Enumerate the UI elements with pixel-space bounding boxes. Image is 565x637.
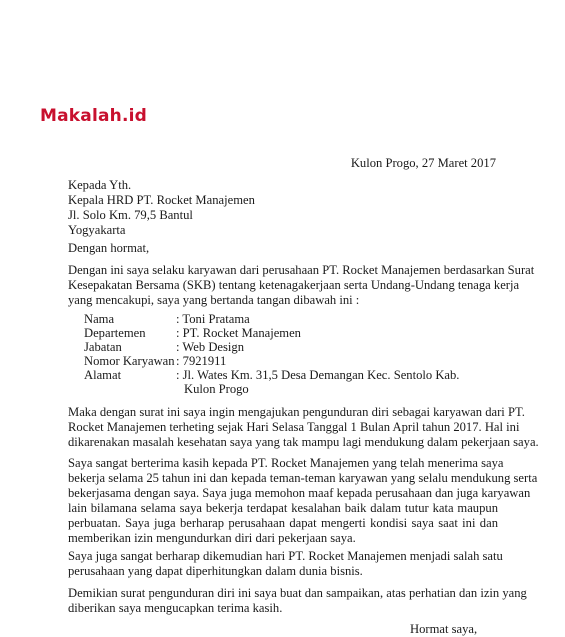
text-line: perusahaan yang dapat diperhitungkan dalam dunia bisnis. <box>68 564 363 578</box>
field-value: : Toni Pratama <box>176 312 250 326</box>
text-line: Demikian surat pengunduran diri ini saya buat dan sampaikan, atas perhatian dan izin yang <box>68 586 527 600</box>
text-line: Maka dengan surat ini saya ingin mengajukan pengunduran diri sebagai karyawan dari PT. <box>68 405 525 419</box>
recipient-line: Kepada Yth. <box>68 178 132 192</box>
field-label: Nama <box>84 312 115 326</box>
text-line: Dengan ini saya selaku karyawan dari perusahaan PT. Rocket Manajemen berdasarkan Surat <box>68 263 535 277</box>
recipient-line: Kepala HRD PT. Rocket Manajemen <box>68 193 255 207</box>
text-line: yang mencakupi, saya yang bertanda tangan dibawah ini : <box>68 293 360 307</box>
recipient-line: Jl. Solo Km. 79,5 Bantul <box>68 208 193 222</box>
text-line: memberikan izin mengundurkan diri dari pekerjaan saya. <box>68 531 356 545</box>
text-line: perbuatan. Saya juga berharap perusahaan dapat mengerti kondisi saya saat ini dan <box>68 516 498 530</box>
text-line: Saya sangat berterima kasih kepada PT. Rocket Manajemen yang telah menerima saya <box>68 456 504 470</box>
site-logo: Makalah.id <box>40 106 148 126</box>
text-line: lain bilamana selama saya bekerja terdapat kesalahan baik dalam tutur kata maupun <box>68 501 498 515</box>
text-line: bekerja selama 25 tahun ini dan kepada teman-teman karyawan yang selalu mendukung serta <box>68 471 538 485</box>
field-value: : Jl. Wates Km. 31,5 Desa Demangan Kec. Sentolo Kab. <box>176 368 460 382</box>
recipient-line: Yogyakarta <box>68 223 126 237</box>
field-label: Nomor Karyawan <box>84 354 175 368</box>
field-value: : Web Design <box>176 340 245 354</box>
field-label: Alamat <box>84 368 122 382</box>
text-line: dikarenakan masalah kesehatan saya yang tak mampu lagi mendukung dalam pekerjaan saya. <box>68 435 539 449</box>
address-continuation: Kulon Progo <box>184 382 249 396</box>
field-value: : PT. Rocket Manajemen <box>176 326 301 340</box>
field-value: : 7921911 <box>176 354 227 368</box>
text-line: Kesepakatan Bersama (SKB) tentang ketenagakerjaan serta Undang-Undang tenaga kerja <box>68 278 520 292</box>
closing-line: Hormat saya, <box>410 622 478 636</box>
paragraph-2 <box>68 456 538 546</box>
paragraph-4 <box>68 586 527 616</box>
paragraph-1 <box>68 405 539 450</box>
text-line: Rocket Manajemen terheting sejak Hari Selasa Tanggal 1 Bulan April tahun 2017. Hal ini <box>68 420 520 434</box>
text-line: bekerjasama dengan saya. Saya juga memohon maaf kepada perusahaan dan juga karyawan <box>68 486 531 500</box>
text-line: diberikan saya mengucapkan terima kasih. <box>68 601 283 615</box>
text-line: Saya juga sangat berharap dikemudian hari PT. Rocket Manajemen menjadi salah satu <box>68 549 503 563</box>
paragraph-3 <box>68 549 503 579</box>
greeting: Dengan hormat, <box>68 241 150 255</box>
field-label: Jabatan <box>84 340 122 354</box>
date-line: Kulon Progo, 27 Maret 2017 <box>350 156 496 170</box>
intro-paragraph <box>68 263 535 308</box>
field-label: Departemen <box>84 326 146 340</box>
